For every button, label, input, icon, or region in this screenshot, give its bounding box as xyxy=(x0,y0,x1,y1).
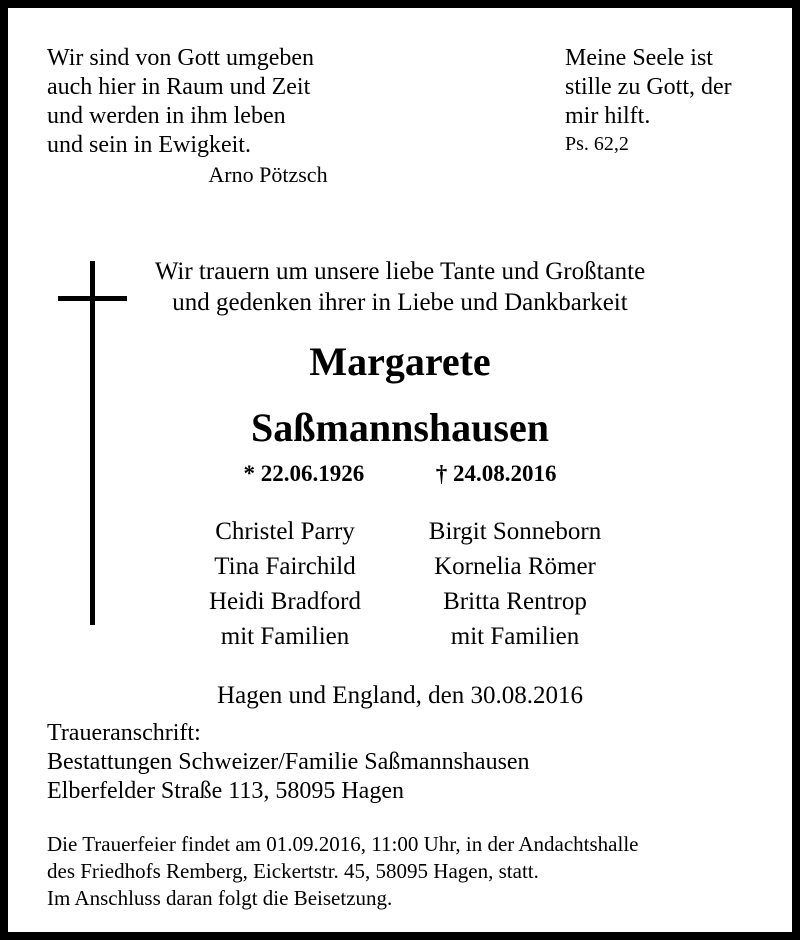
survivor-name: Heidi Bradford xyxy=(208,588,362,615)
poem-line-3: und werden in ihm leben xyxy=(47,103,286,129)
birth-symbol: * xyxy=(243,461,255,486)
scripture-line-1: Meine Seele ist xyxy=(565,45,713,71)
survivor-name: Christel Parry xyxy=(215,518,355,545)
notice-body xyxy=(16,256,784,711)
poem-line-2: auch hier in Raum und Zeit xyxy=(47,74,311,100)
survivor-name: Kornelia Römer xyxy=(434,553,596,580)
survivor-families-label: mit Familien xyxy=(220,623,350,650)
funeral-service-info xyxy=(47,831,639,912)
mourning-line-2: und gedenken ihrer in Liebe und Dankbarkeit xyxy=(172,289,628,316)
mourning-address-block xyxy=(47,719,530,806)
survivor-name: Britta Rentrop xyxy=(443,588,587,615)
poem-attribution: Arno Pötzsch xyxy=(208,162,328,187)
survivors-columns xyxy=(16,514,784,654)
address-line-1: Bestattungen Schweizer/Familie Saßmannshausen xyxy=(47,749,530,775)
poem-line-1: Wir sind von Gott umgeben xyxy=(47,45,314,71)
deceased-last-name: Saßmannshausen xyxy=(251,405,549,450)
survivors-right-column xyxy=(400,514,630,654)
survivor-name: Birgit Sonneborn xyxy=(428,518,602,545)
scripture-line-3: mir hilft. xyxy=(565,103,651,129)
death-date: 24.08.2016 xyxy=(453,461,557,486)
mourning-line-1: Wir trauern um unsere liebe Tante und Großtante xyxy=(154,258,646,285)
deceased-first-name: Margarete xyxy=(309,339,491,384)
survivor-families-label: mit Familien xyxy=(450,623,580,650)
scripture-quote-right xyxy=(565,44,775,158)
survivors-left-column xyxy=(170,514,400,654)
poem-line-4: und sein in Ewigkeit. xyxy=(47,132,251,158)
address-line-2: Elberfelder Straße 113, 58095 Hagen xyxy=(47,778,404,804)
death-symbol: † xyxy=(435,461,448,486)
service-line-2: des Friedhofs Remberg, Eickertstr. 45, 58095 Hagen, statt. xyxy=(47,859,539,883)
scripture-line-2: stille zu Gott, der xyxy=(565,74,732,100)
poem-quote-left xyxy=(47,44,377,189)
service-line-1: Die Trauerfeier findet am 01.09.2016, 11:00 Uhr, in der Andachtshalle xyxy=(47,832,639,856)
service-line-3: Im Anschluss daran folgt die Beisetzung. xyxy=(47,886,393,910)
life-dates xyxy=(16,460,784,488)
scripture-reference: Ps. 62,2 xyxy=(565,133,629,155)
notice-inner-frame xyxy=(8,8,792,932)
birth-date: 22.06.1926 xyxy=(260,461,365,486)
quotes-row xyxy=(8,44,792,194)
place-and-date: Hagen und England, den 30.08.2016 xyxy=(217,682,583,709)
address-label: Traueranschrift: xyxy=(47,720,201,746)
survivor-name: Tina Fairchild xyxy=(214,553,356,580)
